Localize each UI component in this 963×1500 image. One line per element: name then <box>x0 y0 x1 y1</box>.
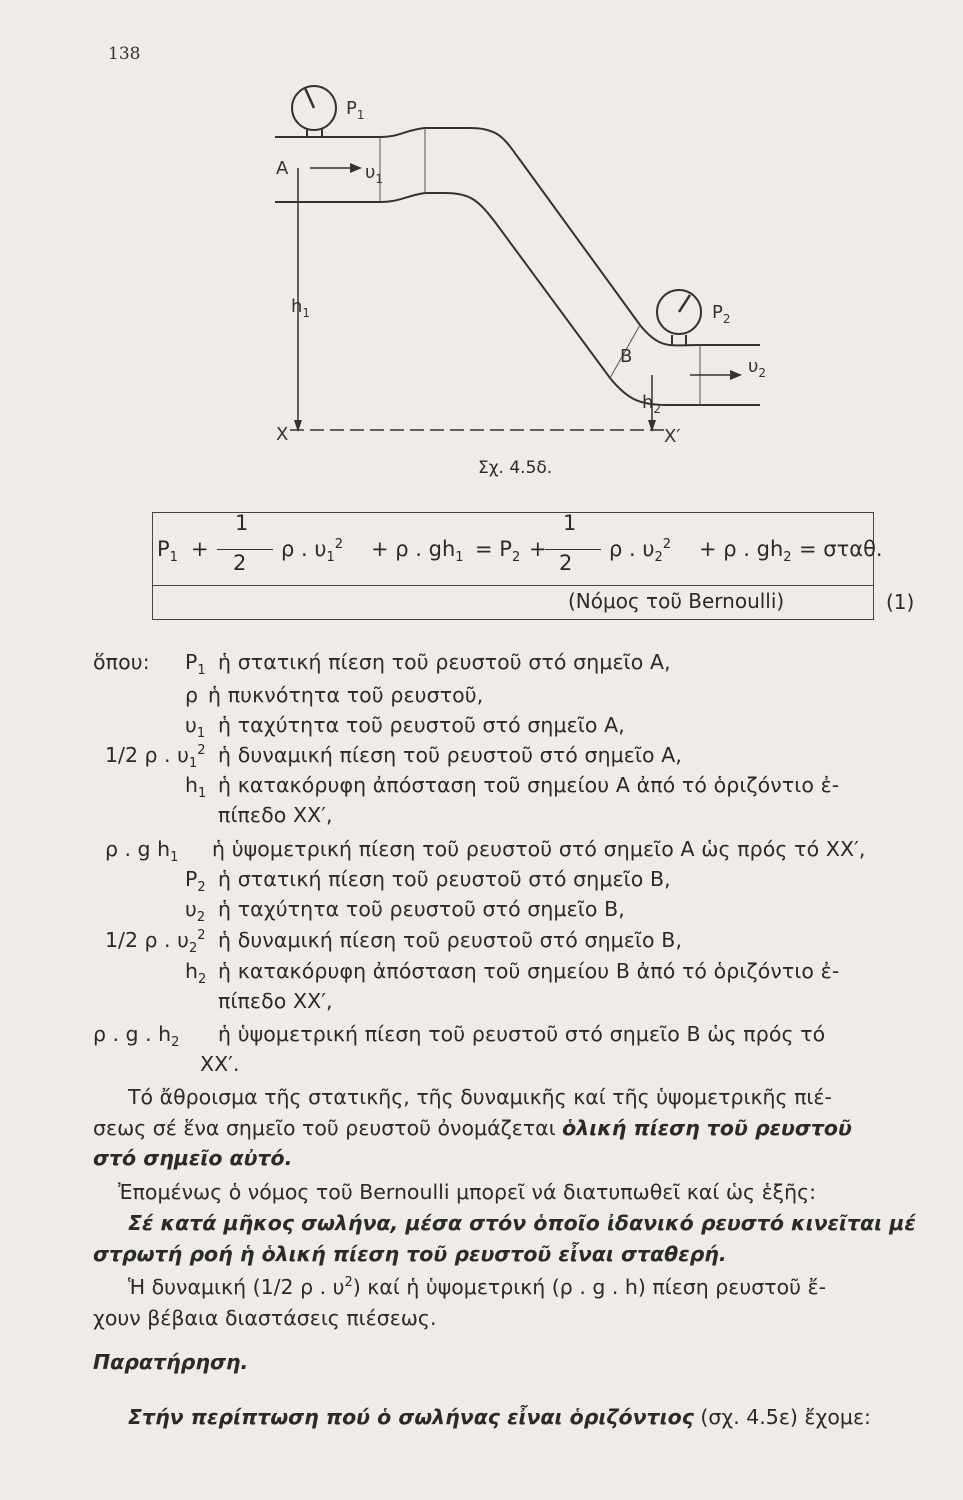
def-sym: $\upsilon_2$ <box>185 897 206 926</box>
equation-number: (1) <box>886 590 915 614</box>
def-sym: 1/2 ρ . $\upsilon_2^2$ <box>105 928 206 957</box>
def-text: ἡ ὑψομετρική πίεση τοῦ ρευστοῦ στό σημεῖο Α ὡς πρός τό XX′, <box>212 837 866 861</box>
label-x-prime: X′ <box>664 426 681 447</box>
body-p2-line3: στρωτή ροή ἡ ὁλική πίεση τοῦ ρευστοῦ εἶναι σταθερή. <box>93 1242 727 1266</box>
bernoulli-formula-box <box>152 511 883 620</box>
formula-eq-const: = σταθ. <box>799 537 883 561</box>
def-text-cont: πίπεδο XX′, <box>218 989 333 1013</box>
formula-divider <box>153 585 873 586</box>
formula-plus-2: + <box>529 537 547 561</box>
body-p4: Στήν περίπτωση πού ὁ σωλήνας εἶναι ὁριζόντιος (σχ. 4.5ε) ἔχομε: <box>128 1405 871 1429</box>
formula-frac2-line <box>545 549 601 550</box>
label-x: X <box>276 424 289 445</box>
body-p2-line2: Σέ κατά μῆκος σωλήνα, μέσα στόν ὁποῖο ἰδανικό ρευστό κινεῖται μέ <box>128 1211 916 1235</box>
formula-rho-v2: ρ . $\upsilon_2^2$ <box>609 537 672 566</box>
def-text: ἡ δυναμική πίεση τοῦ ρευστοῦ στό σημεῖο Α, <box>218 743 683 767</box>
gauge-p2-stem <box>672 335 686 345</box>
formula-frac1-line <box>217 549 273 550</box>
def-sym: $P_2$ <box>185 867 206 896</box>
formula-frac1-num: 1 <box>235 511 249 535</box>
pipe-top-wall <box>275 128 760 345</box>
definitions-intro: ὅπου: <box>93 650 150 674</box>
formula-rho-gh1: + ρ . $gh_1$ <box>371 537 464 566</box>
body-p1-line2: σεως σέ ἕνα σημεῖο τοῦ ρευστοῦ ὀνομάζεται ὁλική πίεση τοῦ ρευστοῦ <box>93 1116 852 1140</box>
page-number: 138 <box>108 44 141 64</box>
formula-frac2-num: 1 <box>563 511 577 535</box>
def-sym: $h_2$ <box>185 959 207 988</box>
def-text-cont: πίπεδο XX′, <box>218 803 333 827</box>
label-a: A <box>276 158 289 179</box>
def-sym: $P_1$ <box>185 650 206 679</box>
label-v1: $\upsilon_1$ <box>365 162 384 186</box>
label-p2: $P_2$ <box>712 302 731 326</box>
def-sym: $\upsilon_1$ <box>185 713 206 742</box>
gauge-p2-needle <box>679 295 690 312</box>
def-text: ἡ στατική πίεση τοῦ ρευστοῦ στό σημεῖο Α, <box>218 650 671 674</box>
label-h1: $h_1$ <box>291 296 311 320</box>
def-sym: $h_1$ <box>185 773 207 802</box>
gauge-p1-needle <box>305 88 314 108</box>
formula-rho-v1: ρ . $\upsilon_1^2$ <box>281 537 344 566</box>
formula-plus-1: + <box>191 537 209 561</box>
formula-frac2-den: 2 <box>559 551 573 575</box>
label-b: B <box>620 346 633 367</box>
label-h2: $h_2$ <box>642 392 662 416</box>
formula-frac1-den: 2 <box>233 551 247 575</box>
def-sym: ρ <box>185 683 199 707</box>
label-v2: $\upsilon_2$ <box>748 356 767 380</box>
def-text: ἡ πυκνότητα τοῦ ρευστοῦ, <box>208 683 484 707</box>
formula-eq-p2: = $P_2$ <box>475 537 521 566</box>
body-p1-line3: στό σημεῖο αὐτό. <box>93 1146 293 1170</box>
def-text: ἡ κατακόρυφη ἀπόσταση τοῦ σημείου Β ἀπό τό ὁριζόντιο ἐ- <box>218 959 840 983</box>
def-text-cont: XX′. <box>200 1052 240 1076</box>
body-p3-line1: Ἡ δυναμική (1/2 ρ . $\upsilon^2$) καί ἡ ὑψομετρική (ρ . g . h) πίεση ρευστοῦ ἔ- <box>128 1275 826 1299</box>
label-p1: $P_1$ <box>346 98 365 122</box>
def-text: ἡ ταχύτητα τοῦ ρευστοῦ στό σημεῖο Β, <box>218 897 625 921</box>
def-sym: ρ . g . $h_2$ <box>93 1022 180 1051</box>
def-sym: ρ . g $h_1$ <box>105 837 179 866</box>
body-p1-line1: Τό ἄθροισμα τῆς στατικῆς, τῆς δυναμικῆς καί τῆς ὑψομετρικῆς πιέ- <box>128 1085 832 1109</box>
def-text: ἡ δυναμική πίεση τοῦ ρευστοῦ στό σημεῖο Β, <box>218 928 683 952</box>
remark-heading: Παρατήρηση. <box>93 1350 249 1374</box>
body-p3-line2: χουν βέβαια διαστάσεις πιέσεως. <box>93 1306 437 1330</box>
def-text: ἡ κατακόρυφη ἀπόσταση τοῦ σημείου Α ἀπό τό ὁριζόντιο ἐ- <box>218 773 840 797</box>
formula-p1: $P_1$ <box>157 537 178 566</box>
def-text: ἡ ὑψομετρική πίεση τοῦ ρευστοῦ στό σημεῖο Β ὡς πρός τό <box>218 1022 826 1046</box>
law-name: (Νόμος τοῦ Bernoulli) <box>568 589 785 613</box>
def-text: ἡ στατική πίεση τοῦ ρευστοῦ στό σημεῖο Β, <box>218 867 671 891</box>
figure-caption: Σχ. 4.5δ. <box>478 458 553 478</box>
bernoulli-pipe-figure <box>0 0 963 500</box>
def-sym: 1/2 ρ . $\upsilon_1^2$ <box>105 743 206 772</box>
formula-rho-gh2: + ρ . $gh_2$ <box>699 537 792 566</box>
body-p2-line1: Ἐπομένως ὁ νόμος τοῦ Bernoulli μπορεῖ νά διατυπωθεῖ καί ὡς ἑξῆς: <box>118 1180 817 1204</box>
def-text: ἡ ταχύτητα τοῦ ρευστοῦ στό σημεῖο Α, <box>218 713 625 737</box>
